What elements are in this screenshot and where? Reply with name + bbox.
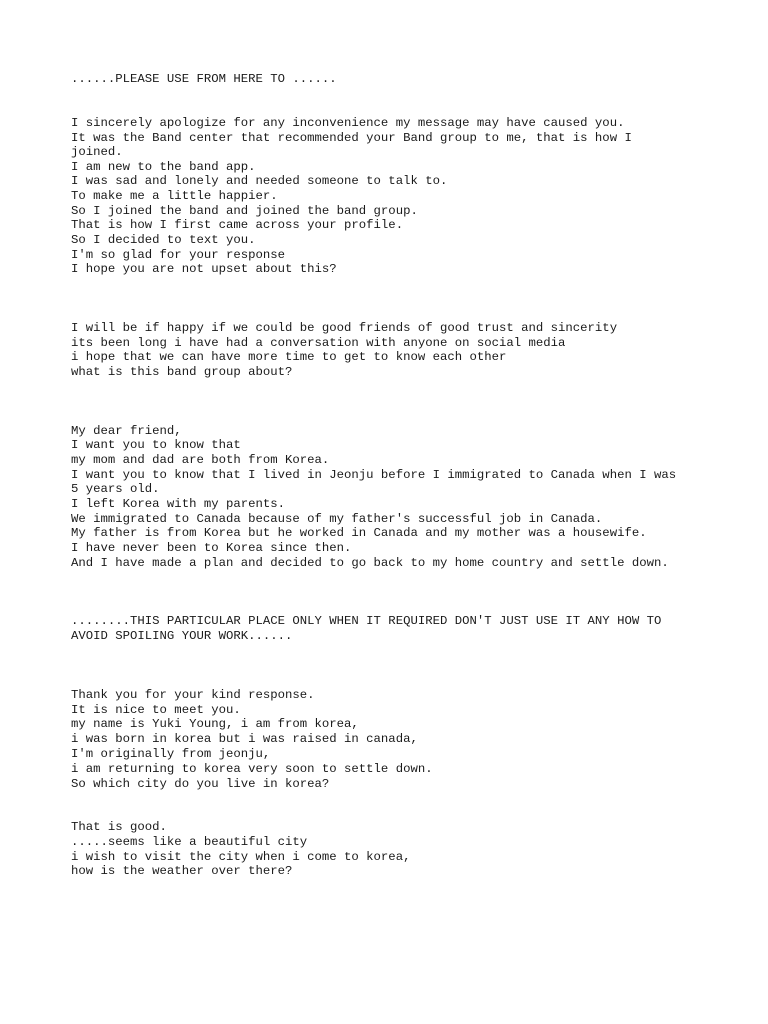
message-4-line: Thank you for your kind response. [71,688,315,702]
warning-note-line: ........THIS PARTICULAR PLACE ONLY WHEN IT REQUIRED DON'T JUST USE IT ANY HOW TO [71,614,662,628]
message-4-line: my name is Yuki Young, i am from korea, [71,717,359,731]
message-3-line: My dear friend, [71,424,182,438]
message-1-line: I hope you are not upset about this? [71,262,337,276]
message-2-line: I will be if happy if we could be good friends of good trust and sincerity [71,321,618,335]
message-5-line: .....seems like a beautiful city [71,835,308,849]
message-2-line: its been long i have had a conversation with anyone on social media [71,336,566,350]
message-5-line: how is the weather over there? [71,864,293,878]
message-3-line: my mom and dad are both from Korea. [71,453,330,467]
message-2-line: i hope that we can have more time to get to know each other [71,350,507,364]
message-4-line: It is nice to meet you. [71,703,241,717]
message-5-line: That is good. [71,820,167,834]
message-5-line: i wish to visit the city when i come to korea, [71,850,411,864]
message-3-line: I want you to know that I lived in Jeonju before I immigrated to Canada when I was [71,468,677,482]
message-3-line: We immigrated to Canada because of my father's successful job in Canada. [71,512,603,526]
message-1-line: That is how I first came across your profile. [71,218,404,232]
header-note: ......PLEASE USE FROM HERE TO ...... [71,72,337,86]
message-1-line: To make me a little happier. [71,189,278,203]
message-4-line: i was born in korea but i was raised in canada, [71,732,418,746]
message-1-line: I'm so glad for your response [71,248,286,262]
message-1-line: It was the Band center that recommended your Band group to me, that is how I [71,131,632,145]
message-3-line: I have never been to Korea since then. [71,541,352,555]
message-1-line: I sincerely apologize for any inconvenience my message may have caused you. [71,116,625,130]
message-3-line: My father is from Korea but he worked in Canada and my mother was a housewife. [71,526,647,540]
message-3-line: I want you to know that [71,438,241,452]
message-2-line: what is this band group about? [71,365,293,379]
warning-note-line: AVOID SPOILING YOUR WORK...... [71,629,293,643]
message-4-line: I'm originally from jeonju, [71,747,271,761]
message-1-line: I am new to the band app. [71,160,256,174]
message-1-line: So I decided to text you. [71,233,256,247]
message-3-line: I left Korea with my parents. [71,497,286,511]
message-1-line: joined. [71,145,123,159]
message-1-line: So I joined the band and joined the band group. [71,204,418,218]
message-4-line: So which city do you live in korea? [71,777,330,791]
message-3-line: And I have made a plan and decided to go back to my home country and settle down. [71,556,669,570]
message-4-line: i am returning to korea very soon to settle down. [71,762,433,776]
message-3-line: 5 years old. [71,482,160,496]
message-1-line: I was sad and lonely and needed someone to talk to. [71,174,448,188]
